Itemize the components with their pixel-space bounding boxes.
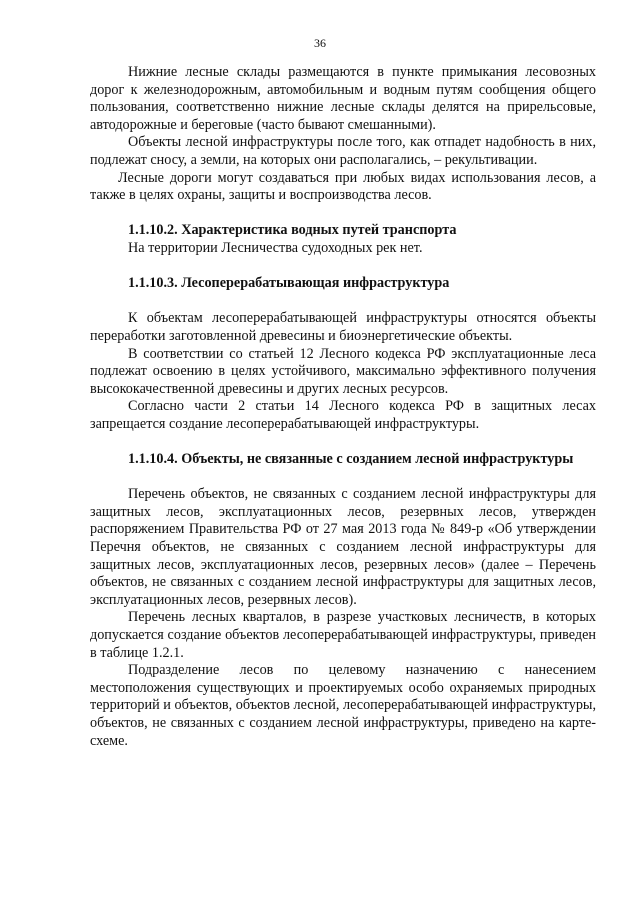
heading-water-routes: 1.1.10.2. Характеристика водных путей транспорта: [128, 222, 457, 239]
paragraph-map-scheme: Подразделение лесов по целевому назначению с нанесением местоположения существующих и проектируемых особо охраняемых природных территорий и объектов, объектов лесной, лесоперерабатывающей инфраструктуры, объектов, не связанных с созданием лесной инфраструктуры, приведено на карте-схеме.: [90, 662, 596, 749]
heading-wood-processing: 1.1.10.3. Лесоперерабатывающая инфраструктура: [128, 275, 450, 292]
paragraph-no-navigable-rivers: На территории Лесничества судоходных рек нет.: [128, 239, 423, 256]
paragraph-lower-warehouses: Нижние лесные склады размещаются в пункте примыкания лесовозных дорог к железнодорожным, автомобильным и водным путям сообщения общего пользования, соответственно нижние лесные склады делятся на прирельсовые, автодорожные и береговые (часто бывают смешанными).: [90, 64, 596, 133]
paragraph-article-14: Согласно части 2 статьи 14 Лесного кодекса РФ в защитных лесах запрещается создание лесоперерабатывающей инфраструктуры.: [90, 398, 596, 432]
paragraph-forest-roads: Лесные дороги могут создаваться при любых видах использования лесов, а также в целях охраны, защиты и воспроизводства лесов.: [90, 169, 596, 204]
paragraph-quarters-list: Перечень лесных кварталов, в разрезе участковых лесничеств, в которых допускается создание объектов лесоперерабатывающей инфраструктуры, приведен в таблице 1.2.1.: [90, 609, 596, 661]
paragraph-processing-objects: К объектам лесоперерабатывающей инфраструктуры относятся объекты переработки заготовленной древесины и биоэнергетические объекты.: [90, 310, 596, 344]
document-body: [90, 64, 596, 750]
paragraph-article-12: В соответствии со статьей 12 Лесного кодекса РФ эксплуатационные леса подлежат освоению в целях устойчивого, максимально эффективного получения высококачественной древесины и других лесных ресурсов.: [90, 345, 596, 397]
heading-non-infrastructure-objects: 1.1.10.4. Объекты, не связанные с созданием лесной инфраструктуры: [128, 451, 574, 468]
paragraph-infrastructure-removal: Объекты лесной инфраструктуры после того, как отпадет надобность в них, подлежат сносу, а земли, на которых они располагались, – рекультивации.: [90, 134, 596, 168]
paragraph-objects-list: Перечень объектов, не связанных с созданием лесной инфраструктуры для защитных лесов, эксплуатационных лесов, резервных лесов, утвержден распоряжением Правительства РФ от 27 мая 2013 года № 849-р «Об утверждении Перечня объектов, не связанных с созданием лесной инфраструктуры для защитных лесов, эксплуатационных лесов, резервных лесов» (далее – Перечень объектов, не связанных с созданием лесной инфраструктуры для защитных лесов, эксплуатационных лесов, резервных лесов).: [90, 486, 596, 608]
page-number: 36: [314, 36, 326, 50]
